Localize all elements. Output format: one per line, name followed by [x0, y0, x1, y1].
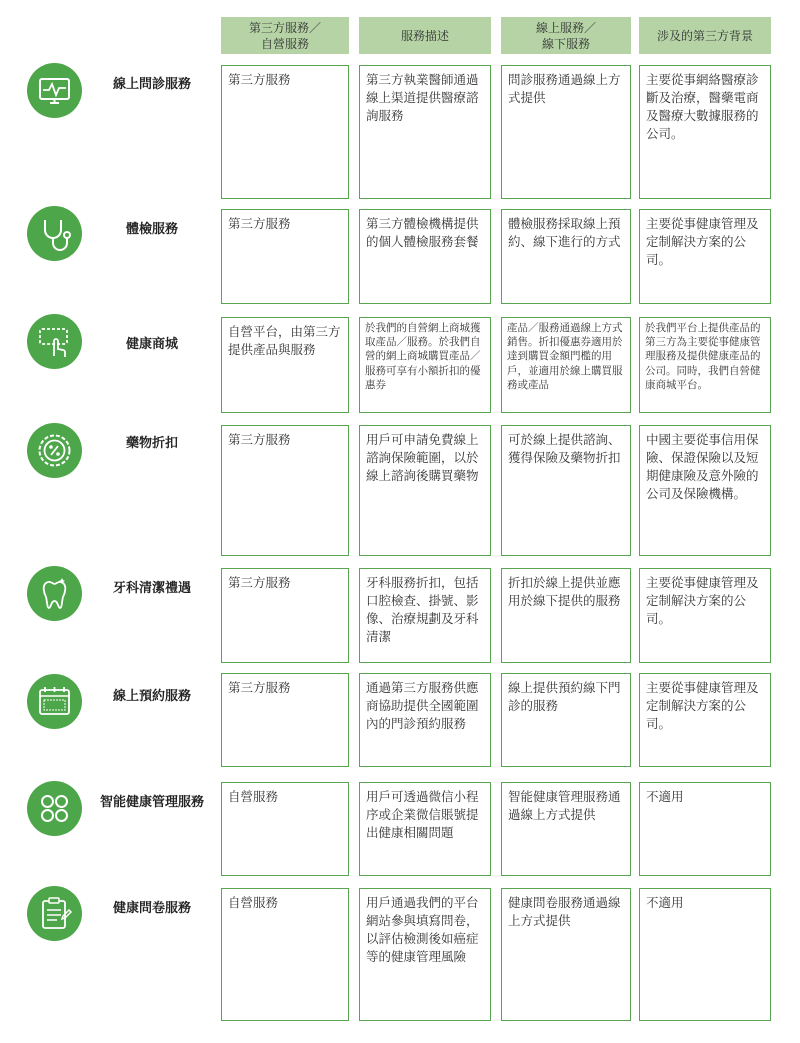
cell-background: 主要從事網絡醫療診斷及治療，醫藥電商及醫療大數據服務的公司。	[639, 65, 771, 199]
service-name: 健康商城	[125, 337, 178, 352]
cell-background: 主要從事健康管理及定制解決方案的公司。	[639, 568, 771, 663]
cell-service-type: 第三方服務	[221, 65, 349, 199]
cell-channel: 線上提供預約線下門診的服務	[501, 673, 631, 767]
cell-description: 通過第三方服務供應商協助提供全國範圍內的門診預約服務	[359, 673, 491, 767]
service-name: 智能健康管理服務	[99, 795, 204, 810]
clover-icon	[27, 781, 82, 836]
calendar-icon	[27, 674, 82, 729]
service-name: 線上預約服務	[112, 689, 191, 704]
cell-background: 於我們平台上提供產品的第三方為主要從事健康管理服務及提供健康產品的公司。同時，我們自營健康商城平台。	[639, 317, 771, 413]
cell-description: 用戶通過我們的平台網站參與填寫問卷，以評估檢測後如癌症等的健康管理風險	[359, 888, 491, 1021]
cell-description: 用戶可申請免費線上諮詢保險範圍，以於線上諮詢後購買藥物	[359, 425, 491, 556]
cell-service-type: 第三方服務	[221, 568, 349, 663]
header-description: 服務描述	[359, 17, 491, 54]
header-third-party-background: 涉及的第三方背景	[639, 17, 771, 54]
cell-channel: 折扣於線上提供並應用於線下提供的服務	[501, 568, 631, 663]
cell-background: 中國主要從事信用保險、保證保險以及短期健康險及意外險的公司及保險機構。	[639, 425, 771, 556]
cell-description: 牙科服務折扣，包括口腔檢查、掛號、影像、治療規劃及牙科清潔	[359, 568, 491, 663]
cell-channel: 體檢服務採取線上預約、線下進行的方式	[501, 209, 631, 304]
service-name: 線上問診服務	[112, 77, 191, 92]
cell-service-type: 第三方服務	[221, 425, 349, 556]
cell-background: 不適用	[639, 782, 771, 876]
discount-badge-icon	[27, 423, 82, 478]
cell-description: 於我們的自營網上商城獲取產品／服務。於我們自營的網上商城購買產品／服務可享有小額折扣的優惠券	[359, 317, 491, 413]
cell-background: 主要從事健康管理及定制解決方案的公司。	[639, 673, 771, 767]
cell-channel: 健康問卷服務通過線上方式提供	[501, 888, 631, 1021]
cell-channel: 智能健康管理服務通過線上方式提供	[501, 782, 631, 876]
cell-service-type: 自營服務	[221, 888, 349, 1021]
cell-description: 第三方執業醫師通過線上渠道提供醫療諮詢服務	[359, 65, 491, 199]
service-name: 藥物折扣	[125, 436, 178, 451]
cell-background: 不適用	[639, 888, 771, 1021]
header-service-type: 第三方服務／ 自營服務	[221, 17, 349, 54]
tap-screen-icon	[27, 314, 82, 369]
cell-channel: 問診服務通過線上方式提供	[501, 65, 631, 199]
cell-description: 用戶可透過微信小程序或企業微信賬號提出健康相關問題	[359, 782, 491, 876]
tooth-icon	[27, 566, 82, 621]
cell-channel: 可於線上提供諮詢、獲得保險及藥物折扣	[501, 425, 631, 556]
service-name: 健康問卷服務	[112, 901, 191, 916]
cell-service-type: 第三方服務	[221, 209, 349, 304]
cell-service-type: 自營服務	[221, 782, 349, 876]
cell-channel: 產品／服務通過線上方式銷售。折扣優惠券適用於達到購買金額門檻的用戶，並適用於線上購買服務或產品	[501, 317, 631, 413]
monitor-heartbeat-icon	[27, 63, 82, 118]
cell-service-type: 自營平台，由第三方提供產品與服務	[221, 317, 349, 413]
service-name: 牙科清潔禮遇	[112, 581, 191, 596]
cell-service-type: 第三方服務	[221, 673, 349, 767]
header-channel: 線上服務／ 線下服務	[501, 17, 631, 54]
cell-background: 主要從事健康管理及定制解決方案的公司。	[639, 209, 771, 304]
stethoscope-icon	[27, 206, 82, 261]
cell-description: 第三方體檢機構提供的個人體檢服務套餐	[359, 209, 491, 304]
questionnaire-icon	[27, 886, 82, 941]
service-name: 體檢服務	[125, 222, 178, 237]
